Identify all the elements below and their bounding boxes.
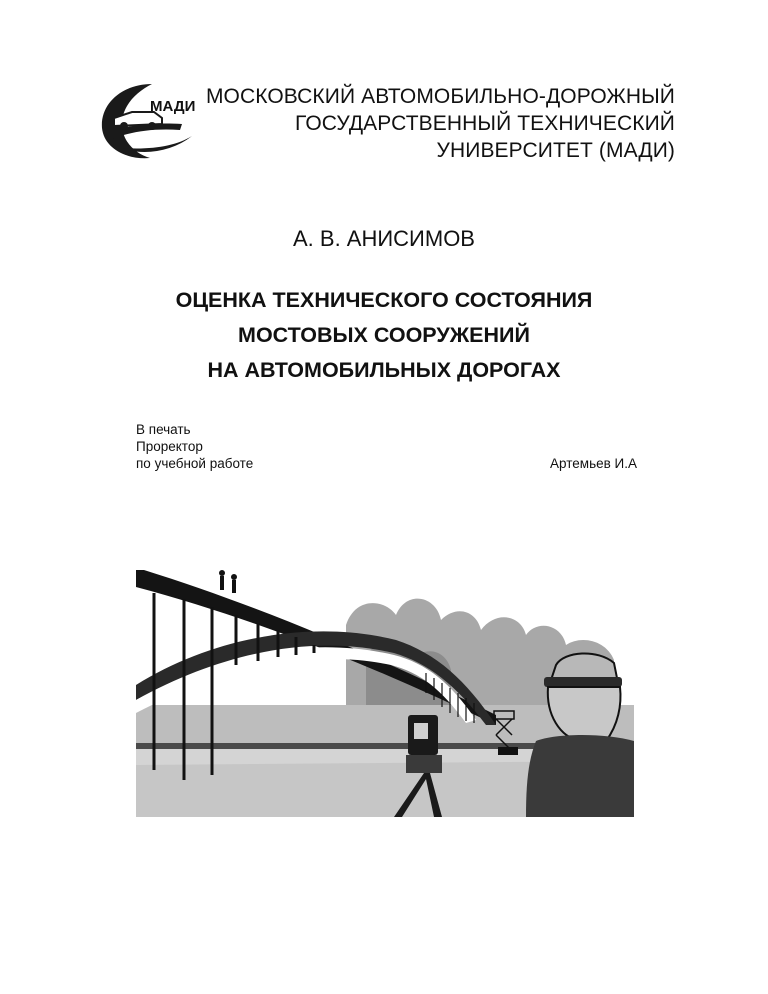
- madi-logo: [92, 76, 202, 166]
- approver-name: Артемьев И.А: [550, 456, 637, 471]
- title-line-2: МОСТОВЫХ СООРУЖЕНИЙ: [238, 323, 530, 347]
- approval-line-3: по учебной работе: [136, 456, 254, 471]
- university-name-line-2: ГОСУДАРСТВЕННЫЙ ТЕХНИЧЕСКИЙ: [295, 112, 675, 135]
- university-name-line-1: МОСКОВСКИЙ АВТОМОБИЛЬНО-ДОРОЖНЫЙ: [205, 85, 675, 108]
- title-line-3: НА АВТОМОБИЛЬНЫХ ДОРОГАХ: [207, 358, 561, 382]
- madi-emblem-icon: [92, 76, 202, 166]
- university-name-line-3: УНИВЕРСИТЕТ (МАДИ): [436, 139, 675, 162]
- approval-line-2: Проректор: [136, 439, 203, 454]
- approval-line-1: В печать: [136, 422, 191, 437]
- bridge-scene-image: [136, 565, 634, 817]
- author-name: А. В. АНИСИМОВ: [293, 226, 475, 251]
- logo-text: МАДИ: [150, 98, 196, 115]
- title-line-1: ОЦЕНКА ТЕХНИЧЕСКОГО СОСТОЯНИЯ: [175, 288, 593, 312]
- bridge-illustration: [136, 565, 634, 817]
